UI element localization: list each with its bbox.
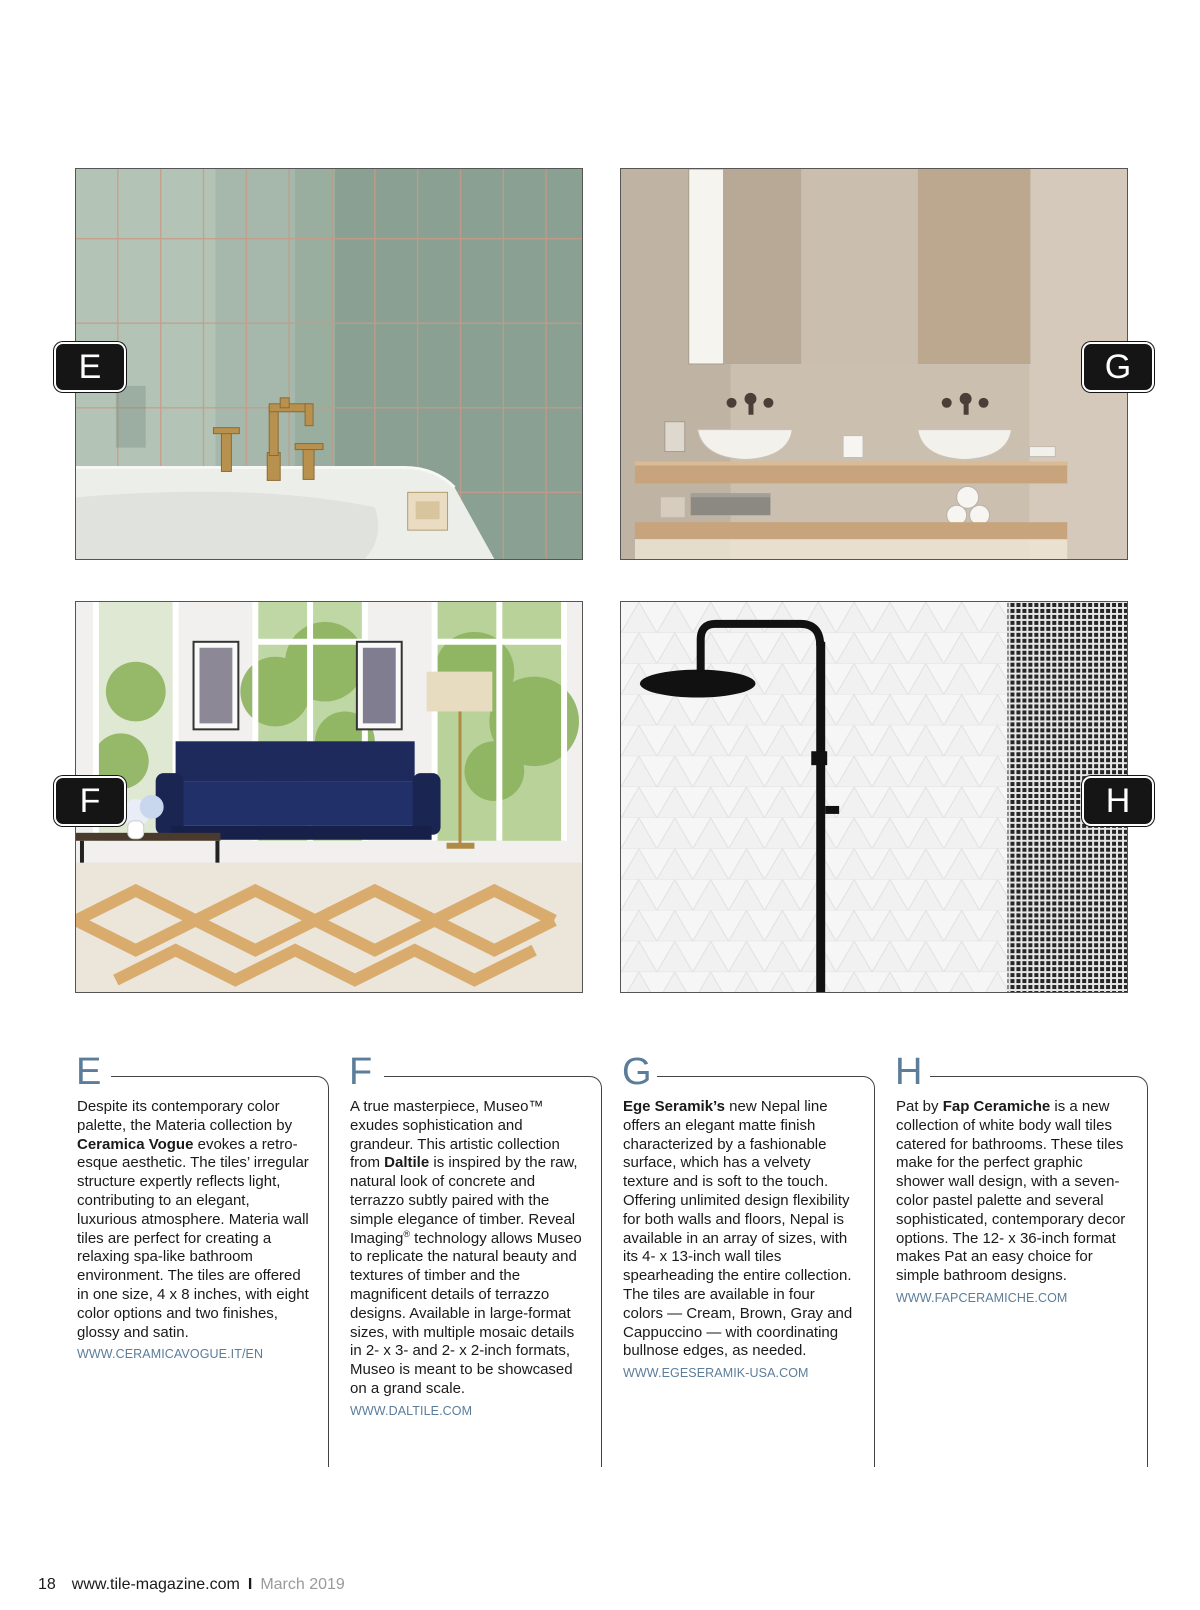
- body-text: technology allows Museo to replicate the natural beauty and textures of timber and the magnificent details of terrazzo designs. Available in large-format sizes, with multiple mosaic details in 2- x 3- and 2- x 2-inch formats, Museo is meant to be showcased on a grand scale.: [350, 1229, 582, 1397]
- body-text: A true masterpiece, Museo™ exudes sophistication and grandeur. This artistic collection from: [350, 1098, 560, 1172]
- page-footer: [38, 1575, 345, 1595]
- badge-h-label: H: [1105, 782, 1131, 820]
- body-text: is a new collection of white body wall tiles catered for bathrooms. These tiles make for the perfect graphic shower wall design, with a seven-color pastel palette and several sophisticated, contemporary decor options. The 12- x 36-inch format makes Pat an easy choice for simple bathroom designs.: [896, 1098, 1126, 1285]
- photo-white-tile-shower: [620, 601, 1128, 993]
- body-text: evokes a retro-esque aesthetic. The tiles’ irregular structure expertly reflects light, contributing to an elegant, luxurious atmosphere. Materia wall tiles are perfect for creating a relaxing spa-like bathroom environment. The tiles are offered in one size, 4 x 8 inches, with eight color options and two finishes, glossy and satin.: [77, 1135, 309, 1341]
- registered-mark: ®: [403, 1228, 411, 1239]
- column-letter: F: [349, 1052, 376, 1092]
- brand-name: Ceramica Vogue: [77, 1135, 194, 1153]
- badge-g: [1082, 342, 1154, 392]
- website-link[interactable]: WWW.CERAMICAVOGUE.IT/EN: [77, 1347, 264, 1362]
- brand-name: Fap Ceramiche: [942, 1098, 1051, 1115]
- photo-living-room-terrazzo: [75, 601, 583, 993]
- column-body: [623, 1098, 855, 1383]
- website-link[interactable]: WWW.FAPCERAMICHE.COM: [896, 1290, 1068, 1305]
- body-text: new Nepal line offers an elegant matte finish characterized by a fashionable surface, which has a velvety texture and is soft to the touch. Offering unlimited design flexibility for both walls and floors, Nepal is available in an array of sizes, with its 4- x 13-inch wall tiles spearheading the entire collection. The tiles are available in four colors — Cream, Brown, Gray and Cappuccino — with coordinating bullnose edges, as needed.: [623, 1098, 853, 1360]
- brand-name: Ege Seramik’s: [623, 1098, 726, 1115]
- body-text: Despite its contemporary color palette, the Materia collection by: [77, 1098, 293, 1134]
- website-link[interactable]: WWW.EGESERAMIK-USA.COM: [623, 1366, 809, 1381]
- column-letter: E: [76, 1052, 105, 1092]
- photo-stone-double-vanity: [620, 168, 1128, 560]
- description-column-f: [349, 1051, 602, 1468]
- badge-e: [54, 342, 126, 392]
- issue-date: March 2019: [260, 1576, 345, 1593]
- body-text: is inspired by the raw, natural look of concrete and terrazzo subtly paired with the simple elegance of timber. Reveal Imaging: [350, 1154, 578, 1247]
- column-body: [896, 1098, 1128, 1308]
- page-number: 18: [38, 1576, 56, 1593]
- badge-h: [1082, 776, 1154, 826]
- column-body: [77, 1098, 309, 1364]
- description-column-e: [76, 1051, 329, 1468]
- badge-g-label: G: [1104, 348, 1132, 386]
- badge-e-label: E: [78, 348, 102, 386]
- description-column-h: [895, 1051, 1148, 1468]
- brand-name: Daltile: [384, 1154, 430, 1172]
- description-column-g: [622, 1051, 875, 1468]
- footer-site-link[interactable]: www.tile-magazine.com: [71, 1576, 240, 1593]
- column-body: [350, 1098, 582, 1421]
- column-letter: H: [895, 1052, 926, 1092]
- photo-sage-tile-bathtub: [75, 168, 583, 560]
- badge-f-label: F: [79, 782, 101, 820]
- footer-separator: I: [247, 1576, 253, 1593]
- badge-f: [54, 776, 126, 826]
- body-text: Pat by: [896, 1098, 943, 1115]
- website-link[interactable]: WWW.DALTILE.COM: [350, 1403, 473, 1418]
- column-letter: G: [622, 1052, 656, 1092]
